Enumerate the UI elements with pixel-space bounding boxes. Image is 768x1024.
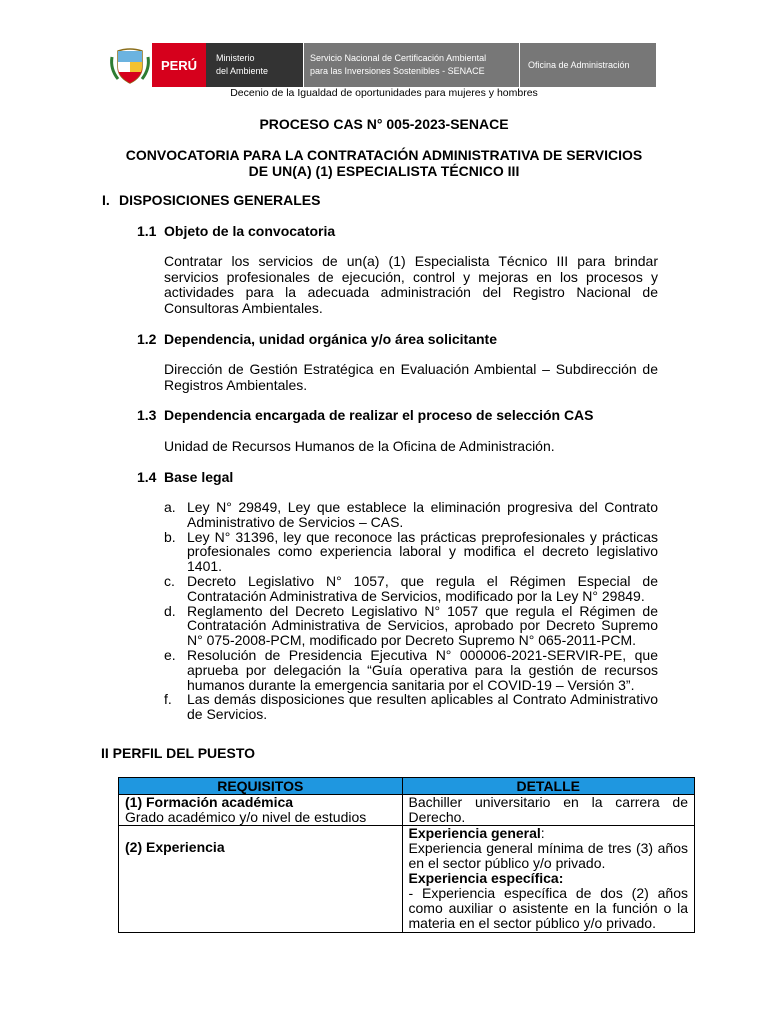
list-item-text: Ley N° 31396, ley que reconoce las prácticas preprofesionales y prácticas profesionales como experiencia laboral y modifica el decreto legislativo 1401. [187, 528, 658, 575]
row1-label: Grado académico y/o nivel de estudios [125, 809, 367, 825]
peru-coat-of-arms-icon [108, 43, 152, 87]
row2-general-text: Experiencia general mínima de tres (3) años en el sector público y/o privado. [408, 840, 688, 871]
section1-number: I. [102, 192, 110, 208]
s11-number: 1.1 [137, 223, 157, 239]
row2-general-colon: : [540, 825, 545, 841]
ministerio-line2: del Ambiente [216, 66, 269, 76]
row1-detail: Bachiller universitario en la carrera de Derecho. [402, 795, 695, 826]
list-item-text: Las demás disposiciones que resulten aplicables al Contrato Administrativo de Servicios. [187, 691, 658, 723]
table-row [119, 795, 695, 826]
header-banner [108, 43, 656, 87]
s13-number: 1.3 [137, 407, 157, 423]
s14-title: Base legal [164, 469, 234, 485]
list-item [164, 648, 658, 692]
convocatoria-title-line2: DE UN(A) (1) ESPECIALISTA TÉCNICO III [248, 163, 520, 179]
section2-title: II PERFIL DEL PUESTO [101, 745, 256, 761]
row2-detail-cell [402, 826, 695, 933]
table-header-row [119, 778, 695, 795]
senace-line1: Servicio Nacional de Certificación Ambiental [310, 53, 487, 63]
row2-especifica-text: - Experiencia específica de dos (2) años como auxiliar o asistente en la función o la materia en el sector público y/o privado. [408, 885, 688, 931]
oficina-block [519, 43, 656, 87]
decenio-text: Decenio de la Igualdad de oportunidades para mujeres y hombres [230, 87, 538, 99]
row2-label-cell [119, 826, 403, 933]
ministerio-block [206, 43, 303, 87]
table-row [119, 826, 695, 933]
list-item-letter: a. [164, 499, 176, 515]
oficina-label: Oficina de Administración [528, 60, 630, 70]
list-item-text: Resolución de Presidencia Ejecutiva N° 000006-2021-SERVIR-PE, que aprueba por delegación la “Guía operativa para la gestión de recursos humanos durante la emergencia sanitaria por el COVID-19 – Versión 3”. [187, 646, 658, 693]
list-item-text: Decreto Legislativo N° 1057, que regula el Régimen Especial de Contratación Administrativa de Servicios, modificado por la Ley N° 29849. [187, 572, 658, 604]
row2-label-bold: (2) Experiencia [125, 839, 225, 855]
list-item [164, 604, 658, 648]
s13-title: Dependencia encargada de realizar el proceso de selección CAS [164, 407, 594, 423]
list-item-letter: d. [164, 602, 176, 619]
s12-number: 1.2 [137, 331, 157, 347]
list-item-letter: e. [164, 646, 176, 663]
senace-block [303, 43, 519, 87]
senace-line2: para las Inversiones Sostenibles - SENACE [310, 66, 485, 76]
list-item [164, 530, 658, 574]
list-item [164, 500, 658, 530]
list-item [164, 574, 658, 604]
ministerio-line1: Ministerio [216, 53, 255, 63]
column-header-requisitos: REQUISITOS [119, 778, 403, 795]
column-header-detalle: DETALLE [402, 778, 695, 795]
s12-text: Dirección de Gestión Estratégica en Evaluación Ambiental – Subdirección de Registros Ambientales. [164, 361, 658, 393]
list-item-text: Reglamento del Decreto Legislativo N° 1057 que regula el Régimen de Contratación Administrativa de Servicios, aprobado por Decreto Supremo N° 075-2008-PCM, modificado por Decreto Supremo N° 065-2011-PCM. [187, 602, 658, 649]
proceso-title: PROCESO CAS N° 005-2023-SENACE [259, 116, 509, 132]
s11-text: Contratar los servicios de un(a) (1) Especialista Técnico III para brindar servicios profesionales de ejecución, control y mejoras en los procesos y actividades para la adecuada administración del Registro Nacional de Consultoras Ambientales. [164, 253, 658, 316]
base-legal-list [164, 500, 658, 722]
perfil-table [118, 777, 695, 933]
s14-number: 1.4 [137, 469, 157, 485]
list-item-letter: b. [164, 528, 176, 545]
row2-general-title: Experiencia general [408, 825, 541, 841]
list-item [164, 692, 658, 722]
list-item-letter: f. [164, 691, 172, 708]
list-item-letter: c. [164, 572, 175, 589]
s11-title: Objeto de la convocatoria [164, 223, 336, 239]
section1-title: DISPOSICIONES GENERALES [119, 192, 321, 208]
s13-text: Unidad de Recursos Humanos de la Oficina de Administración. [164, 438, 555, 454]
row1-label-bold: (1) Formación académica [125, 794, 294, 810]
peru-brand-block [152, 43, 206, 87]
peru-label: PERÚ [160, 57, 198, 73]
row2-especifica-title: Experiencia específica: [408, 870, 564, 886]
list-item-text: Ley N° 29849, Ley que establece la eliminación progresiva del Contrato Administrativo de Servicios – CAS. [187, 499, 658, 530]
s12-title: Dependencia, unidad orgánica y/o área solicitante [164, 331, 497, 347]
convocatoria-title-line1: CONVOCATORIA PARA LA CONTRATACIÓN ADMINISTRATIVA DE SERVICIOS [125, 147, 643, 163]
row1-label-cell [119, 795, 403, 826]
